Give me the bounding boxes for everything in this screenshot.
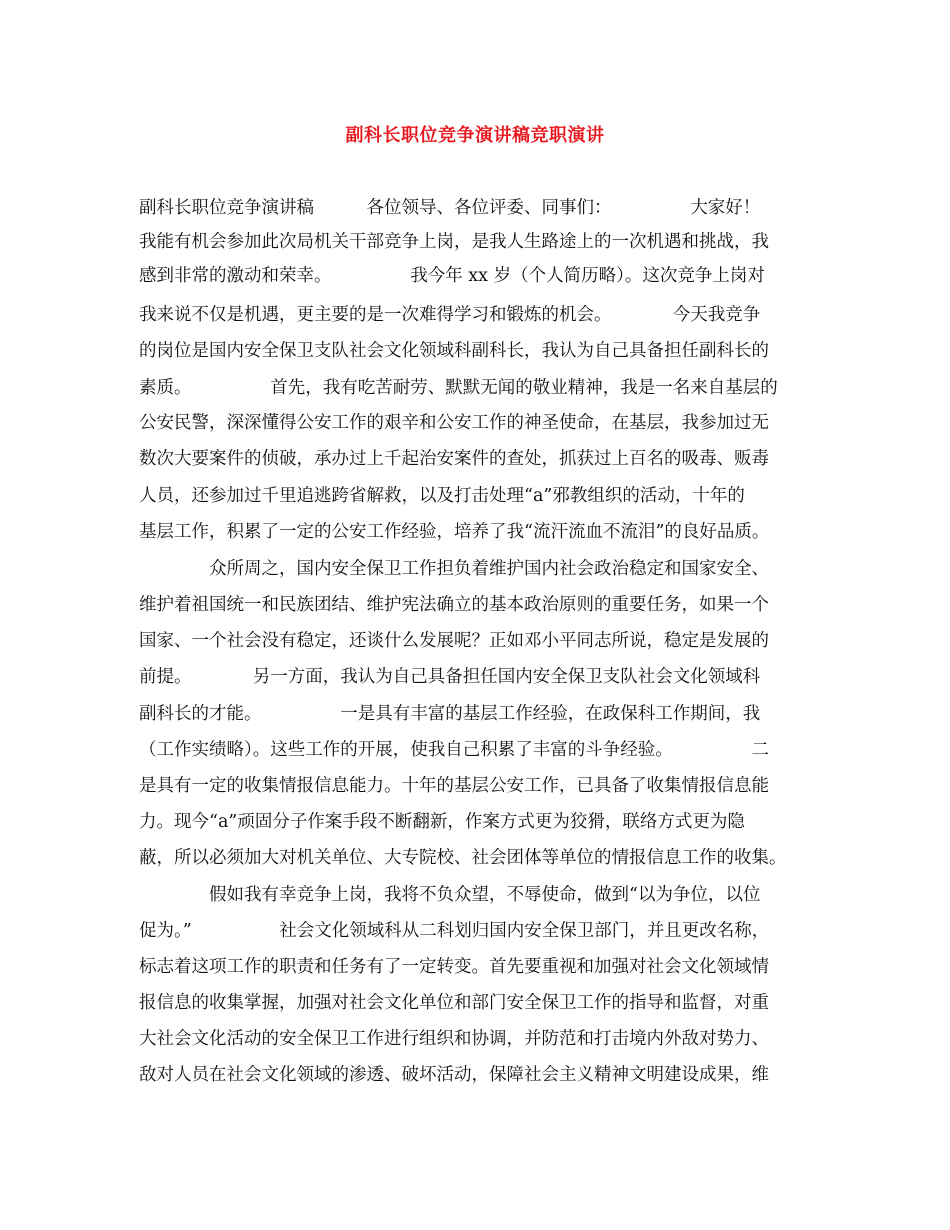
body-line: 素质。 首先，我有吃苦耐劳、默默无闻的敬业精神，我是一名来自基层的 <box>139 378 778 398</box>
body-line: 我来说不仅是机遇，更主要的是一次难得学习和锻炼的机会。 今天我竞争 <box>139 305 761 325</box>
body-line: 数次大要案件的侦破，承办过上千起治安案件的查处，抓获过上百名的吸毒、贩毒 <box>139 449 769 469</box>
body-line: 感到非常的激动和荣幸。 我今年 xx 岁（个人简历略）。这次竞争上岗对 <box>139 266 765 286</box>
document-title: 副科长职位竞争演讲稿竞职演讲 <box>345 125 605 146</box>
body-line: （工作实绩略）。这些工作的开展，使我自己积累了丰富的斗争经验。 二 <box>139 740 769 760</box>
body-line: 国家、一个社会没有稳定，还谈什么发展呢？正如邓小平同志所说，稳定是发展的 <box>139 631 769 651</box>
body-line: 是具有一定的收集情报信息能力。十年的基层公安工作，已具备了收集情报信息能 <box>139 776 769 796</box>
body-line: 敌对人员在社会文化领域的渗透、破坏活动，保障社会主义精神文明建设成果，维 <box>139 1065 769 1085</box>
body-line: 副科长职位竞争演讲稿 各位领导、各位评委、同事们： 大家好！ <box>139 198 761 218</box>
body-line: 我能有机会参加此次局机关干部竞争上岗，是我人生路途上的一次机遇和挑战，我 <box>139 232 769 252</box>
body-line: 力。现今“a”顽固分子作案手段不断翻新，作案方式更为狡猾，联络方式更为隐 <box>139 812 745 832</box>
body-line: 基层工作，积累了一定的公安工作经验，培养了我“流汗流血不流泪”的良好品质。 <box>139 522 770 542</box>
body-line: 报信息的收集掌握，加强对社会文化单位和部门安全保卫工作的指导和监督，对重 <box>139 993 769 1013</box>
body-line: 众所周之，国内安全保卫工作担负着维护国内社会政治稳定和国家安全、 <box>139 559 769 579</box>
body-line: 标志着这项工作的职责和任务有了一定转变。首先要重视和加强对社会文化领域情 <box>139 957 769 977</box>
body-line: 促为。” 社会文化领域科从二科划归国内安全保卫部门，并且更改名称， <box>139 921 770 941</box>
body-line: 副科长的才能。 一是具有丰富的基层工作经验，在政保科工作期间，我 <box>139 704 761 724</box>
body-line: 蔽，所以必须加大对机关单位、大专院校、社会团体等单位的情报信息工作的收集。 <box>139 848 787 868</box>
body-line: 的岗位是国内安全保卫支队社会文化领域科副科长，我认为自己具备担任副科长的 <box>139 341 769 361</box>
body-line: 大社会文化活动的安全保卫工作进行组织和协调，并防范和打击境内外敌对势力、 <box>139 1029 769 1049</box>
body-line: 前提。 另一方面，我认为自己具备担任国内安全保卫支队社会文化领域科 <box>139 667 761 687</box>
body-line: 维护着祖国统一和民族团结、维护宪法确立的基本政治原则的重要任务，如果一个 <box>139 595 769 615</box>
body-line: 公安民警，深深懂得公安工作的艰辛和公安工作的神圣使命，在基层，我参加过无 <box>139 413 769 433</box>
body-line: 假如我有幸竞争上岗，我将不负众望，不辱使命，做到“以为争位，以位 <box>139 885 761 905</box>
body-line: 人员，还参加过千里追逃跨省解救，以及打击处理“a”邪教组织的活动，十年的 <box>139 486 745 506</box>
